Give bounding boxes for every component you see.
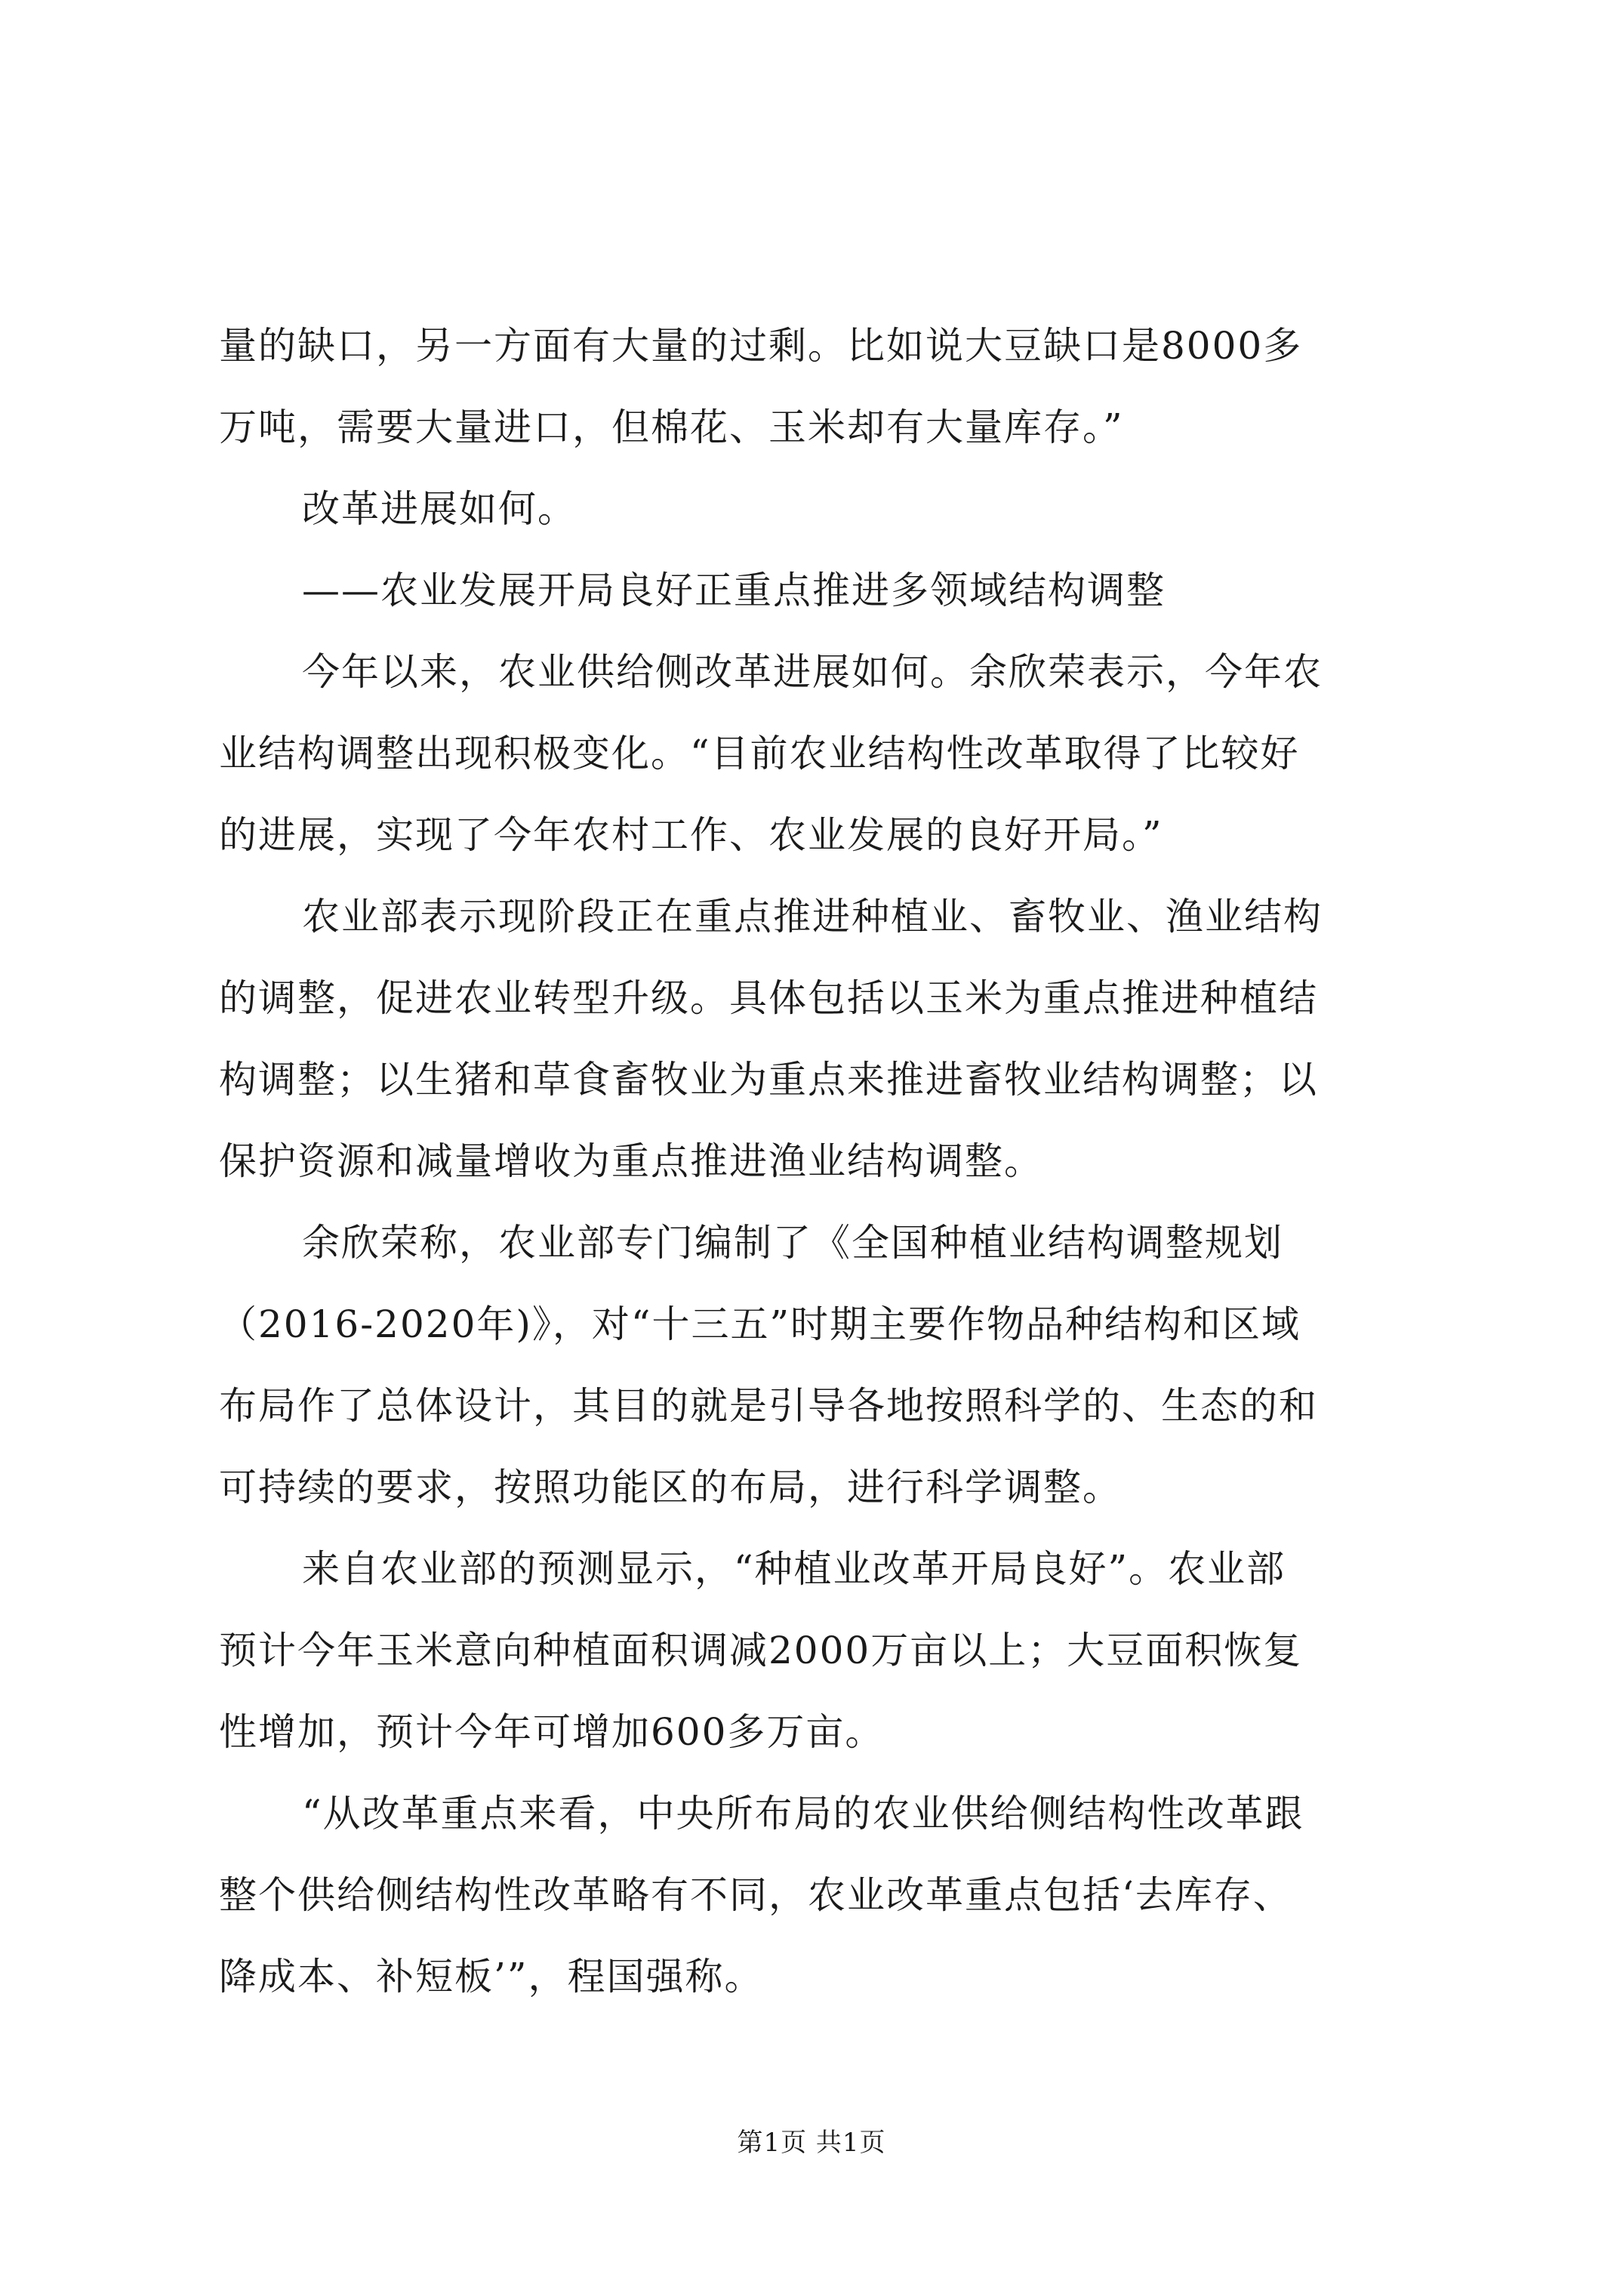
text-line: 今年以来，农业供给侧改革进展如何。余欣荣表示，今年农 bbox=[302, 650, 1323, 694]
text-line: 量的缺口，另一方面有大量的过剩。比如说大豆缺口是8000多 bbox=[219, 324, 1303, 368]
text-line: 万吨，需要大量进口，但棉花、玉米却有大量库存。” bbox=[219, 405, 1124, 449]
text-line: 预计今年玉米意向种植面积调减2000万亩以上；大豆面积恢复 bbox=[219, 1629, 1303, 1672]
paragraph bbox=[219, 1773, 1419, 2017]
paragraph-question bbox=[219, 468, 1419, 550]
paragraph bbox=[219, 1528, 1419, 1773]
text-line: 可持续的要求，按照功能区的布局，进行科学调整。 bbox=[219, 1465, 1122, 1509]
text-line: 的调整，促进农业转型升级。具体包括以玉米为重点推进种植结 bbox=[219, 976, 1318, 1020]
text-line: 降成本、补短板’”，程国强称。 bbox=[219, 1955, 764, 1999]
text-line: 余欣荣称，农业部专门编制了《全国种植业结构调整规划 bbox=[302, 1221, 1283, 1265]
text-line: ——农业发展开局良好正重点推进多领域结构调整 bbox=[302, 569, 1166, 612]
text-line: （2016-2020年)》，对“十三五”时期主要作物品种结构和区域 bbox=[219, 1302, 1301, 1346]
text-line: 来自农业部的预测显示，“种植业改革开局良好”。农业部 bbox=[302, 1547, 1286, 1591]
section-subheading bbox=[219, 550, 1419, 631]
text-line: 整个供给侧结构性改革略有不同，农业改革重点包括‘去库存、 bbox=[219, 1873, 1292, 1917]
page-footer: 第1页 共1页 bbox=[737, 2128, 886, 2158]
text-line: 保护资源和减量增收为重点推进渔业结构调整。 bbox=[219, 1139, 1043, 1183]
document-body bbox=[219, 305, 1419, 2017]
text-line: 的进展，实现了今年农村工作、农业发展的良好开局。” bbox=[219, 813, 1163, 857]
text-line: 改革进展如何。 bbox=[302, 487, 577, 531]
text-line: 布局作了总体设计，其目的就是引导各地按照科学的、生态的和 bbox=[219, 1384, 1318, 1428]
text-line: 业结构调整出现积极变化。“目前农业结构性改革取得了比较好 bbox=[219, 732, 1300, 775]
paragraph-continuation bbox=[219, 305, 1419, 468]
text-line: “从改革重点来看，中央所布局的农业供给侧结构性改革跟 bbox=[302, 1792, 1304, 1835]
paragraph bbox=[219, 876, 1419, 1202]
text-line: 性增加，预计今年可增加600多万亩。 bbox=[219, 1710, 885, 1754]
text-line: 构调整；以生猪和草食畜牧业为重点来推进畜牧业结构调整；以 bbox=[219, 1058, 1318, 1102]
paragraph bbox=[219, 1202, 1419, 1528]
text-line: 农业部表示现阶段正在重点推进种植业、畜牧业、渔业结构 bbox=[302, 895, 1323, 938]
paragraph bbox=[219, 631, 1419, 876]
